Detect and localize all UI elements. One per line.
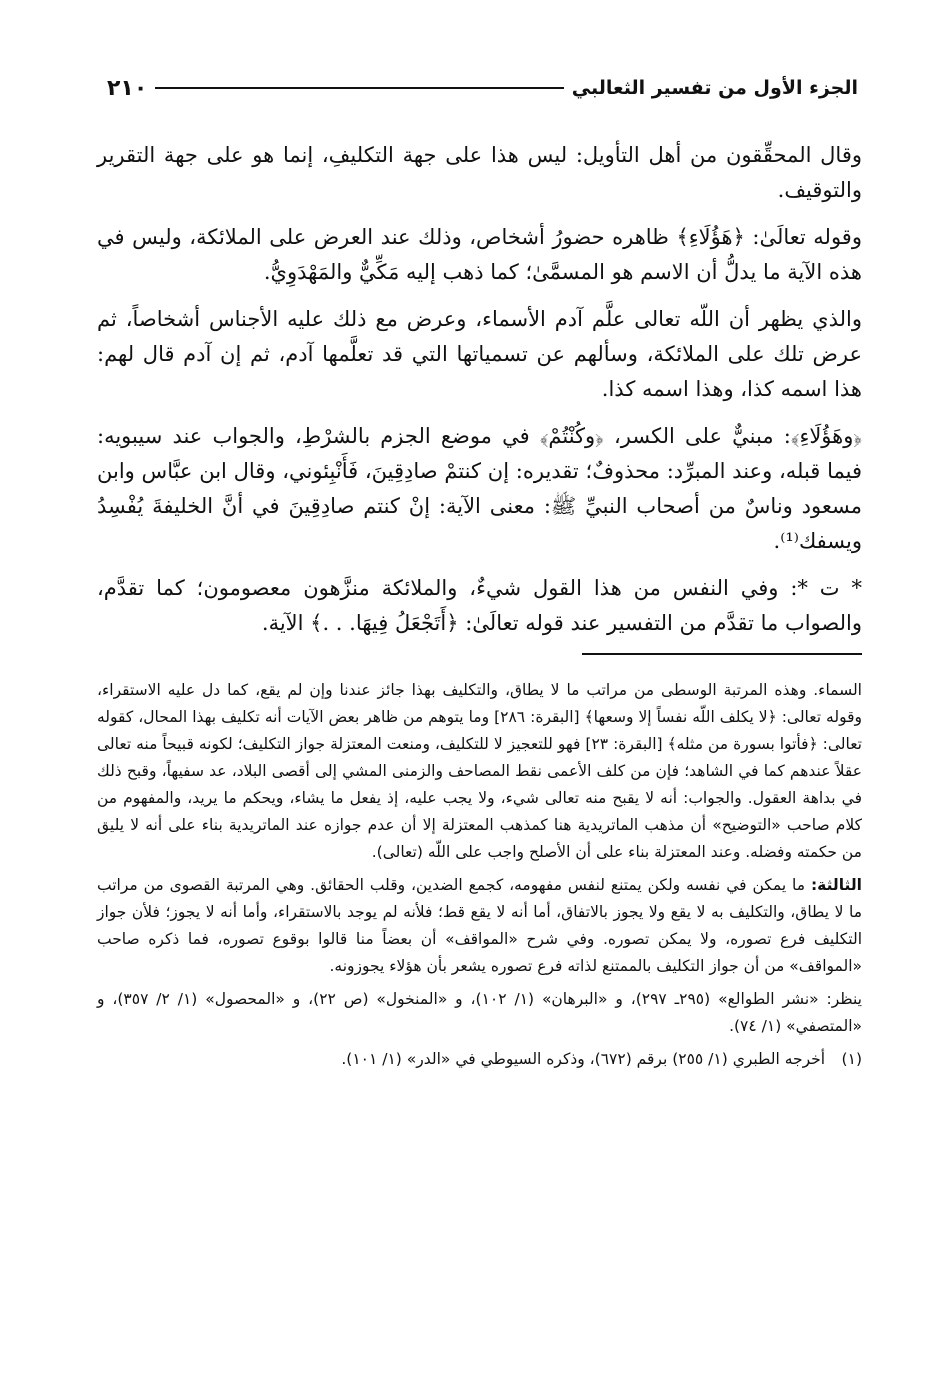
main-paragraph: وقوله تعالَىٰ: ﴿هَؤُلَاءِ﴾ ظاهره حضورُ أشخاص، وذلك عند العرض على الملائكة، وليس في هذه الآية ما يدلُّ أن الاسم هو المسمَّىٰ؛ كما ذهب إليه مَكِّيٌّ والمَهْدَوِيُّ. [97,225,862,284]
header-rule [155,87,563,89]
main-paragraph: * ت *: وفي النفس من هذا القول شيءٌ، والملائكة منزَّهون معصومون؛ كما تقدَّم، والصواب ما تقدَّم من التفسير عند قوله تعالَىٰ: ﴿أَتَجْعَلُ فِيهَا. . .﴾ الآية. [97,576,862,635]
main-paragraph: والذي يظهر أن اللّه تعالى علَّم آدم الأسماء، وعرض مع ذلك عليه الأجناس أشخاصاً، ثم عرض تلك على الملائكة، وسألهم عن تسمياتها التي قد تعلَّمها آدم، ثم إن آدم قال لهم: هذا اسمه كذا، وهذا اسمه كذا. [97,307,862,401]
main-paragraph: ﴿وهَؤُلَاءِ﴾: مبنيٌّ على الكسر، ﴿وكُنْتُمْ﴾ في موضع الجزم بالشرْطِ، والجواب عند سيبويه: فيما قبله، وعند المبرِّد: محذوفٌ؛ تقديره: إن كنتمْ صادِقِينَ، فَأَنْبِئوني، وقال ابن عبَّاس وابن مسعود وناسٌ من أصحاب النبيِّ ﷺ: معنى الآية: إنْ كنتم صادِقِينَ في أنَّ الخليفةَ يُفْسِدُ ويسفك⁽¹⁾. [97,424,862,553]
footnote-third-label: الثالثة: [810,876,862,894]
main-paragraph: وقال المحقِّقون من أهل التأويل: ليس هذا على جهة التكليفِ، إنما هو على جهة التقرير والتوقيف. [97,143,862,202]
footnote-1 [97,1046,862,1073]
page-number: ٢١٠ [107,75,148,101]
footnotes [97,677,862,1073]
footnote-continuation: السماء. وهذه المرتبة الوسطى من مراتب ما لا يطاق، والتكليف بهذا جائز عندنا وإن لم يقع، كما دل عليه الاستقراء، وقوله تعالى: ﴿لا يكلف اللّه نفساً إلا وسعها﴾ [البقرة: ٢٨٦] وما يتوهم من ظاهر بعض الآيات أنه تكليف بهذا المحال، كقوله تعالى: ﴿فأتوا بسورة من مثله﴾ [البقرة: ٢٣] فهو للتعجيز لا للتكليف، ومنعت المعتزلة جواز التكليف؛ لكونه قبيحاً منه تعالى عقلاً عندهم كما في الشاهد؛ فإن من كلف الأعمى نقط المصاحف والزمنى المشي إلى أقصى البلاد، عد سفيهاً، وقبح ذلك في بداهة العقول. والجواب: أنه لا يقبح منه تعالى شيء، ولا يجب عليه، إذ يفعل ما يشاء، ويحكم ما يريد، والمفهوم من كلام صاحب «التوضيح» أن مذهب الماتريدية هنا كمذهب المعتزلة إلا أن عدم جوازه عند الماتريدية بناء على أنه لا يليق من حكمته وفضله. وعند المعتزلة بناء على أن الأصلح واجب على اللّه (تعالى). [97,681,862,861]
footnote-third-text: ما يمكن في نفسه ولكن يمتنع لنفس مفهومه، كجمع الضدين، وقلب الحقائق. وهي المرتبة القصوى من مراتب ما لا يطاق، والتكليف به لا يقع ولا يجوز بالاتفاق، أما أنه لا يقع قط؛ فلأنه لم يوجد بالاستقراء، وأما أنه لا يجوز؛ فلأن جواز التكليف فرع تصوره، ولا يمكن تصوره. وفي شرح «المواقف» أن بعضاً منا قالوا بوقوع تصوره، فما ذكره صاحب «المواقف» من أن جواز التكليف بالممتنع لذاته فرع تصوره يشعر بأن هؤلاء يجوزونه. [97,876,862,975]
header-title: الجزء الأول من تفسير الثعالبي [571,77,858,99]
footnote-separator [582,653,862,655]
main-text [97,138,862,641]
footnote-1-marker: (١) [841,1050,862,1068]
running-header [97,68,862,108]
footnote-1-text: أخرجه الطبري (١/ ٢٥٥) برقم (٦٧٢)، وذكره السيوطي في «الدر» (١/ ١٠١). [341,1050,826,1068]
footnote-references: ينظر: «نشر الطوالع» (٢٩٥ـ ٢٩٧)، و «البرهان» (١/ ١٠٢)، و «المنخول» (ص ٢٢)، و «المحصول» (١/ ٢/ ٣٥٧)، و «المتصفي» (١/ ٧٤). [97,990,862,1035]
footnote-third-level [97,872,862,980]
book-page [97,68,862,1079]
